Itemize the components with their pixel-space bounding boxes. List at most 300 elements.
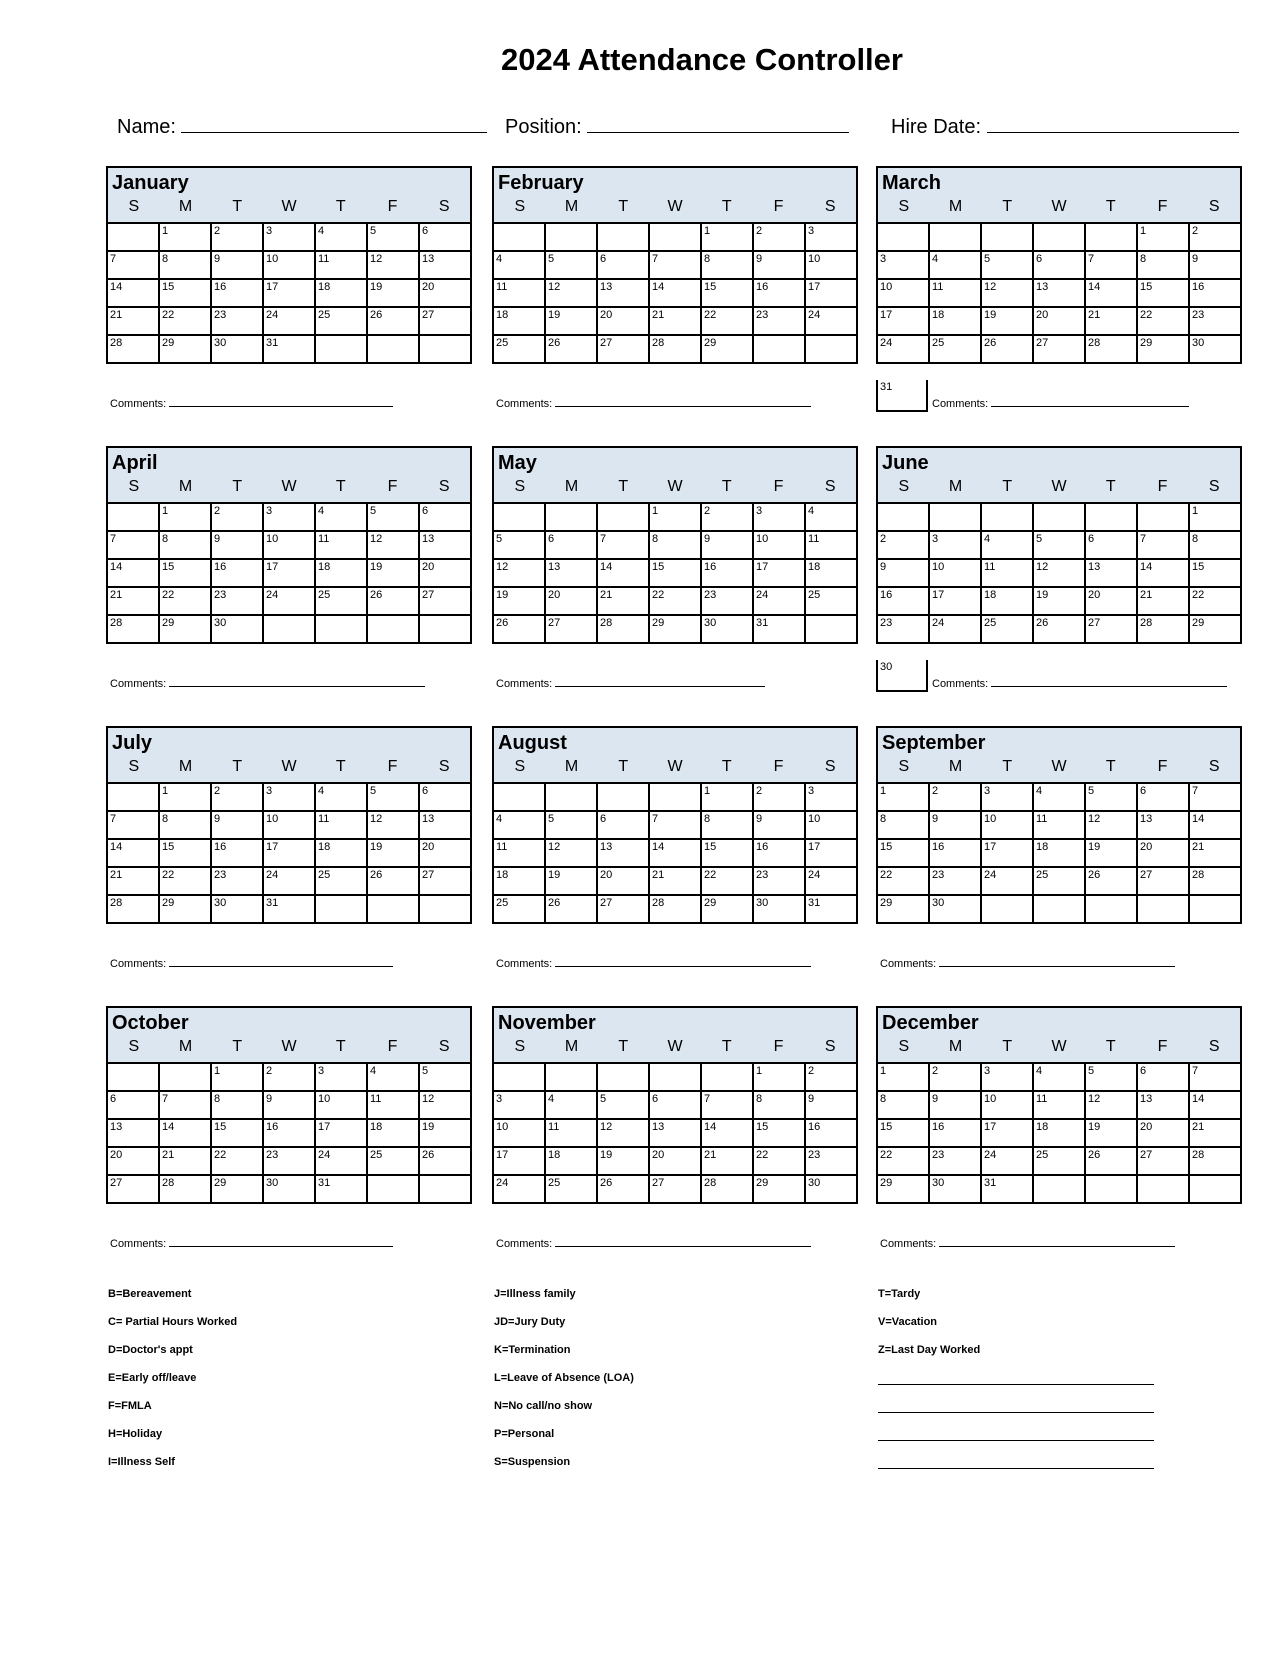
day-cell[interactable]: 14 bbox=[649, 279, 701, 307]
day-cell[interactable]: 13 bbox=[545, 559, 597, 587]
day-cell[interactable]: 18 bbox=[929, 307, 981, 335]
day-cell[interactable]: 9 bbox=[263, 1091, 315, 1119]
day-cell[interactable]: 15 bbox=[701, 839, 753, 867]
comments-field[interactable] bbox=[496, 956, 811, 970]
day-cell[interactable]: 11 bbox=[315, 811, 367, 839]
day-cell[interactable]: 1 bbox=[701, 223, 753, 251]
day-cell[interactable]: 18 bbox=[981, 587, 1033, 615]
day-cell[interactable]: 4 bbox=[315, 223, 367, 251]
day-cell[interactable]: 28 bbox=[107, 895, 159, 923]
day-cell[interactable]: 21 bbox=[649, 867, 701, 895]
day-cell[interactable] bbox=[315, 335, 367, 363]
day-cell[interactable]: 29 bbox=[877, 895, 929, 923]
day-cell[interactable]: 7 bbox=[649, 251, 701, 279]
day-cell[interactable]: 2 bbox=[929, 783, 981, 811]
day-cell[interactable]: 9 bbox=[805, 1091, 857, 1119]
day-cell[interactable]: 10 bbox=[493, 1119, 545, 1147]
day-cell[interactable]: 14 bbox=[701, 1119, 753, 1147]
day-cell[interactable]: 28 bbox=[649, 895, 701, 923]
day-cell[interactable]: 30 bbox=[876, 660, 928, 692]
day-cell[interactable]: 22 bbox=[877, 1147, 929, 1175]
day-cell[interactable]: 22 bbox=[159, 867, 211, 895]
day-cell[interactable] bbox=[107, 1063, 159, 1091]
day-cell[interactable]: 26 bbox=[545, 895, 597, 923]
day-cell[interactable]: 1 bbox=[649, 503, 701, 531]
day-cell[interactable]: 15 bbox=[1137, 279, 1189, 307]
day-cell[interactable]: 13 bbox=[419, 811, 471, 839]
day-cell[interactable]: 21 bbox=[1189, 839, 1241, 867]
day-cell[interactable] bbox=[419, 895, 471, 923]
day-cell[interactable]: 4 bbox=[929, 251, 981, 279]
day-cell[interactable]: 8 bbox=[877, 811, 929, 839]
day-cell[interactable]: 16 bbox=[929, 839, 981, 867]
day-cell[interactable]: 14 bbox=[1085, 279, 1137, 307]
day-cell[interactable]: 23 bbox=[1189, 307, 1241, 335]
day-cell[interactable]: 3 bbox=[805, 783, 857, 811]
day-cell[interactable]: 30 bbox=[929, 895, 981, 923]
day-cell[interactable]: 7 bbox=[159, 1091, 211, 1119]
day-cell[interactable]: 30 bbox=[753, 895, 805, 923]
day-cell[interactable]: 26 bbox=[367, 587, 419, 615]
day-cell[interactable]: 10 bbox=[805, 251, 857, 279]
day-cell[interactable]: 16 bbox=[753, 839, 805, 867]
day-cell[interactable]: 29 bbox=[1189, 615, 1241, 643]
day-cell[interactable]: 11 bbox=[805, 531, 857, 559]
day-cell[interactable]: 9 bbox=[701, 531, 753, 559]
day-cell[interactable]: 17 bbox=[263, 279, 315, 307]
day-cell[interactable]: 14 bbox=[597, 559, 649, 587]
day-cell[interactable]: 23 bbox=[753, 307, 805, 335]
day-cell[interactable] bbox=[545, 503, 597, 531]
day-cell[interactable]: 5 bbox=[367, 503, 419, 531]
day-cell[interactable]: 6 bbox=[419, 223, 471, 251]
day-cell[interactable] bbox=[805, 335, 857, 363]
day-cell[interactable]: 27 bbox=[597, 335, 649, 363]
day-cell[interactable]: 19 bbox=[367, 279, 419, 307]
day-cell[interactable]: 20 bbox=[107, 1147, 159, 1175]
day-cell[interactable]: 17 bbox=[981, 839, 1033, 867]
day-cell[interactable]: 5 bbox=[1085, 783, 1137, 811]
day-cell[interactable] bbox=[649, 1063, 701, 1091]
comments-field[interactable] bbox=[496, 676, 765, 690]
day-cell[interactable]: 22 bbox=[211, 1147, 263, 1175]
day-cell[interactable]: 2 bbox=[211, 223, 263, 251]
day-cell[interactable]: 1 bbox=[877, 783, 929, 811]
position-field[interactable] bbox=[505, 114, 849, 139]
day-cell[interactable]: 11 bbox=[493, 279, 545, 307]
day-cell[interactable]: 3 bbox=[493, 1091, 545, 1119]
day-cell[interactable]: 19 bbox=[1085, 839, 1137, 867]
day-cell[interactable]: 16 bbox=[753, 279, 805, 307]
day-cell[interactable]: 12 bbox=[1033, 559, 1085, 587]
day-cell[interactable]: 21 bbox=[1085, 307, 1137, 335]
day-cell[interactable] bbox=[877, 223, 929, 251]
day-cell[interactable]: 27 bbox=[1085, 615, 1137, 643]
day-cell[interactable] bbox=[929, 223, 981, 251]
day-cell[interactable]: 23 bbox=[929, 1147, 981, 1175]
day-cell[interactable]: 15 bbox=[159, 559, 211, 587]
day-cell[interactable]: 25 bbox=[929, 335, 981, 363]
day-cell[interactable]: 20 bbox=[419, 279, 471, 307]
day-cell[interactable]: 20 bbox=[1085, 587, 1137, 615]
day-cell[interactable]: 30 bbox=[805, 1175, 857, 1203]
day-cell[interactable]: 20 bbox=[649, 1147, 701, 1175]
day-cell[interactable]: 9 bbox=[753, 811, 805, 839]
day-cell[interactable]: 16 bbox=[701, 559, 753, 587]
day-cell[interactable]: 13 bbox=[597, 279, 649, 307]
day-cell[interactable]: 27 bbox=[107, 1175, 159, 1203]
day-cell[interactable]: 13 bbox=[1137, 1091, 1189, 1119]
day-cell[interactable] bbox=[1085, 503, 1137, 531]
day-cell[interactable]: 8 bbox=[1137, 251, 1189, 279]
day-cell[interactable] bbox=[107, 503, 159, 531]
day-cell[interactable]: 23 bbox=[211, 867, 263, 895]
day-cell[interactable]: 16 bbox=[263, 1119, 315, 1147]
day-cell[interactable]: 27 bbox=[545, 615, 597, 643]
day-cell[interactable] bbox=[597, 223, 649, 251]
day-cell[interactable]: 18 bbox=[367, 1119, 419, 1147]
day-cell[interactable]: 10 bbox=[805, 811, 857, 839]
day-cell[interactable]: 13 bbox=[1033, 279, 1085, 307]
day-cell[interactable]: 6 bbox=[419, 503, 471, 531]
day-cell[interactable]: 23 bbox=[263, 1147, 315, 1175]
day-cell[interactable]: 14 bbox=[1137, 559, 1189, 587]
day-cell[interactable]: 24 bbox=[493, 1175, 545, 1203]
day-cell[interactable]: 29 bbox=[1137, 335, 1189, 363]
day-cell[interactable]: 25 bbox=[805, 587, 857, 615]
day-cell[interactable]: 22 bbox=[1137, 307, 1189, 335]
day-cell[interactable]: 20 bbox=[545, 587, 597, 615]
day-cell[interactable]: 19 bbox=[367, 559, 419, 587]
day-cell[interactable]: 4 bbox=[1033, 783, 1085, 811]
day-cell[interactable]: 20 bbox=[597, 307, 649, 335]
day-cell[interactable]: 13 bbox=[419, 531, 471, 559]
day-cell[interactable]: 2 bbox=[753, 223, 805, 251]
day-cell[interactable]: 10 bbox=[981, 1091, 1033, 1119]
day-cell[interactable] bbox=[315, 895, 367, 923]
day-cell[interactable]: 10 bbox=[315, 1091, 367, 1119]
day-cell[interactable]: 10 bbox=[263, 531, 315, 559]
day-cell[interactable]: 21 bbox=[1189, 1119, 1241, 1147]
day-cell[interactable]: 26 bbox=[493, 615, 545, 643]
day-cell[interactable]: 27 bbox=[649, 1175, 701, 1203]
day-cell[interactable]: 7 bbox=[107, 531, 159, 559]
day-cell[interactable]: 20 bbox=[419, 559, 471, 587]
day-cell[interactable] bbox=[545, 1063, 597, 1091]
day-cell[interactable]: 30 bbox=[929, 1175, 981, 1203]
day-cell[interactable]: 8 bbox=[753, 1091, 805, 1119]
day-cell[interactable]: 6 bbox=[545, 531, 597, 559]
day-cell[interactable]: 22 bbox=[159, 587, 211, 615]
day-cell[interactable] bbox=[367, 895, 419, 923]
day-cell[interactable]: 25 bbox=[367, 1147, 419, 1175]
day-cell[interactable] bbox=[1137, 503, 1189, 531]
day-cell[interactable]: 12 bbox=[367, 251, 419, 279]
day-cell[interactable]: 12 bbox=[493, 559, 545, 587]
day-cell[interactable]: 17 bbox=[877, 307, 929, 335]
day-cell[interactable]: 25 bbox=[315, 307, 367, 335]
name-field[interactable] bbox=[117, 114, 487, 139]
day-cell[interactable]: 9 bbox=[753, 251, 805, 279]
day-cell[interactable]: 17 bbox=[981, 1119, 1033, 1147]
day-cell[interactable]: 26 bbox=[1085, 867, 1137, 895]
day-cell[interactable]: 29 bbox=[211, 1175, 263, 1203]
day-cell[interactable] bbox=[597, 503, 649, 531]
day-cell[interactable]: 5 bbox=[1033, 531, 1085, 559]
day-cell[interactable]: 2 bbox=[1189, 223, 1241, 251]
day-cell[interactable]: 2 bbox=[263, 1063, 315, 1091]
day-cell[interactable] bbox=[1137, 895, 1189, 923]
day-cell[interactable]: 2 bbox=[211, 783, 263, 811]
day-cell[interactable]: 13 bbox=[649, 1119, 701, 1147]
day-cell[interactable] bbox=[1137, 1175, 1189, 1203]
day-cell[interactable]: 12 bbox=[419, 1091, 471, 1119]
day-cell[interactable]: 4 bbox=[315, 503, 367, 531]
day-cell[interactable]: 10 bbox=[753, 531, 805, 559]
day-cell[interactable] bbox=[877, 503, 929, 531]
day-cell[interactable]: 4 bbox=[545, 1091, 597, 1119]
day-cell[interactable]: 22 bbox=[649, 587, 701, 615]
day-cell[interactable]: 5 bbox=[367, 223, 419, 251]
day-cell[interactable]: 19 bbox=[545, 307, 597, 335]
day-cell[interactable]: 3 bbox=[929, 531, 981, 559]
day-cell[interactable]: 2 bbox=[701, 503, 753, 531]
day-cell[interactable]: 29 bbox=[159, 615, 211, 643]
day-cell[interactable]: 30 bbox=[211, 615, 263, 643]
day-cell[interactable]: 5 bbox=[493, 531, 545, 559]
day-cell[interactable]: 18 bbox=[493, 867, 545, 895]
day-cell[interactable]: 20 bbox=[597, 867, 649, 895]
day-cell[interactable]: 27 bbox=[419, 867, 471, 895]
day-cell[interactable]: 6 bbox=[1033, 251, 1085, 279]
day-cell[interactable]: 15 bbox=[1189, 559, 1241, 587]
day-cell[interactable]: 28 bbox=[1085, 335, 1137, 363]
day-cell[interactable]: 23 bbox=[929, 867, 981, 895]
day-cell[interactable]: 1 bbox=[1189, 503, 1241, 531]
day-cell[interactable]: 17 bbox=[805, 839, 857, 867]
day-cell[interactable]: 21 bbox=[159, 1147, 211, 1175]
day-cell[interactable]: 8 bbox=[1189, 531, 1241, 559]
day-cell[interactable] bbox=[1033, 503, 1085, 531]
day-cell[interactable]: 24 bbox=[263, 587, 315, 615]
blank-legend-line[interactable] bbox=[878, 1412, 1154, 1413]
day-cell[interactable]: 7 bbox=[1189, 1063, 1241, 1091]
day-cell[interactable]: 10 bbox=[877, 279, 929, 307]
day-cell[interactable]: 9 bbox=[877, 559, 929, 587]
day-cell[interactable]: 5 bbox=[367, 783, 419, 811]
day-cell[interactable]: 5 bbox=[419, 1063, 471, 1091]
day-cell[interactable]: 11 bbox=[929, 279, 981, 307]
day-cell[interactable]: 4 bbox=[367, 1063, 419, 1091]
day-cell[interactable] bbox=[649, 223, 701, 251]
day-cell[interactable]: 16 bbox=[929, 1119, 981, 1147]
comments-field[interactable] bbox=[932, 396, 1189, 410]
day-cell[interactable]: 17 bbox=[263, 559, 315, 587]
day-cell[interactable]: 14 bbox=[107, 559, 159, 587]
day-cell[interactable] bbox=[545, 783, 597, 811]
day-cell[interactable]: 13 bbox=[419, 251, 471, 279]
day-cell[interactable]: 21 bbox=[107, 307, 159, 335]
day-cell[interactable] bbox=[419, 615, 471, 643]
day-cell[interactable]: 21 bbox=[597, 587, 649, 615]
day-cell[interactable]: 6 bbox=[1137, 783, 1189, 811]
day-cell[interactable]: 6 bbox=[1085, 531, 1137, 559]
day-cell[interactable]: 12 bbox=[367, 811, 419, 839]
day-cell[interactable]: 30 bbox=[211, 895, 263, 923]
day-cell[interactable] bbox=[107, 783, 159, 811]
day-cell[interactable]: 17 bbox=[805, 279, 857, 307]
day-cell[interactable]: 29 bbox=[877, 1175, 929, 1203]
day-cell[interactable]: 31 bbox=[263, 335, 315, 363]
day-cell[interactable]: 12 bbox=[545, 839, 597, 867]
day-cell[interactable]: 7 bbox=[701, 1091, 753, 1119]
day-cell[interactable]: 22 bbox=[701, 307, 753, 335]
day-cell[interactable]: 21 bbox=[649, 307, 701, 335]
day-cell[interactable]: 25 bbox=[315, 867, 367, 895]
day-cell[interactable] bbox=[493, 503, 545, 531]
comments-field[interactable] bbox=[496, 396, 811, 410]
hire-date-field[interactable] bbox=[891, 114, 1239, 139]
day-cell[interactable]: 20 bbox=[419, 839, 471, 867]
day-cell[interactable]: 2 bbox=[877, 531, 929, 559]
day-cell[interactable]: 1 bbox=[159, 223, 211, 251]
day-cell[interactable] bbox=[1189, 1175, 1241, 1203]
day-cell[interactable]: 27 bbox=[597, 895, 649, 923]
day-cell[interactable] bbox=[419, 335, 471, 363]
day-cell[interactable]: 14 bbox=[1189, 1091, 1241, 1119]
day-cell[interactable]: 26 bbox=[545, 335, 597, 363]
day-cell[interactable]: 12 bbox=[1085, 811, 1137, 839]
day-cell[interactable]: 8 bbox=[159, 811, 211, 839]
day-cell[interactable]: 9 bbox=[1189, 251, 1241, 279]
day-cell[interactable]: 10 bbox=[263, 811, 315, 839]
day-cell[interactable]: 18 bbox=[315, 559, 367, 587]
day-cell[interactable] bbox=[701, 1063, 753, 1091]
day-cell[interactable]: 27 bbox=[1137, 1147, 1189, 1175]
day-cell[interactable]: 24 bbox=[981, 867, 1033, 895]
day-cell[interactable] bbox=[367, 1175, 419, 1203]
day-cell[interactable]: 24 bbox=[263, 867, 315, 895]
day-cell[interactable]: 18 bbox=[315, 279, 367, 307]
day-cell[interactable]: 29 bbox=[159, 895, 211, 923]
day-cell[interactable]: 6 bbox=[1137, 1063, 1189, 1091]
day-cell[interactable]: 30 bbox=[263, 1175, 315, 1203]
day-cell[interactable]: 29 bbox=[701, 895, 753, 923]
day-cell[interactable]: 18 bbox=[493, 307, 545, 335]
day-cell[interactable]: 28 bbox=[159, 1175, 211, 1203]
day-cell[interactable]: 3 bbox=[263, 223, 315, 251]
day-cell[interactable]: 9 bbox=[929, 1091, 981, 1119]
day-cell[interactable] bbox=[1085, 223, 1137, 251]
day-cell[interactable]: 27 bbox=[1033, 335, 1085, 363]
day-cell[interactable] bbox=[1085, 1175, 1137, 1203]
day-cell[interactable]: 8 bbox=[701, 251, 753, 279]
day-cell[interactable]: 22 bbox=[753, 1147, 805, 1175]
day-cell[interactable]: 8 bbox=[159, 251, 211, 279]
day-cell[interactable]: 3 bbox=[263, 503, 315, 531]
day-cell[interactable]: 6 bbox=[649, 1091, 701, 1119]
day-cell[interactable] bbox=[981, 223, 1033, 251]
day-cell[interactable]: 12 bbox=[367, 531, 419, 559]
day-cell[interactable]: 14 bbox=[159, 1119, 211, 1147]
day-cell[interactable]: 26 bbox=[1033, 615, 1085, 643]
day-cell[interactable]: 22 bbox=[1189, 587, 1241, 615]
day-cell[interactable]: 14 bbox=[107, 279, 159, 307]
day-cell[interactable]: 16 bbox=[211, 559, 263, 587]
day-cell[interactable]: 8 bbox=[649, 531, 701, 559]
day-cell[interactable]: 25 bbox=[493, 335, 545, 363]
comments-field[interactable] bbox=[110, 676, 425, 690]
day-cell[interactable]: 5 bbox=[597, 1091, 649, 1119]
day-cell[interactable]: 9 bbox=[211, 811, 263, 839]
day-cell[interactable]: 1 bbox=[1137, 223, 1189, 251]
day-cell[interactable]: 10 bbox=[929, 559, 981, 587]
day-cell[interactable]: 26 bbox=[419, 1147, 471, 1175]
day-cell[interactable]: 8 bbox=[701, 811, 753, 839]
day-cell[interactable]: 28 bbox=[649, 335, 701, 363]
day-cell[interactable]: 1 bbox=[753, 1063, 805, 1091]
day-cell[interactable]: 15 bbox=[159, 839, 211, 867]
day-cell[interactable] bbox=[981, 895, 1033, 923]
day-cell[interactable]: 29 bbox=[701, 335, 753, 363]
day-cell[interactable]: 5 bbox=[1085, 1063, 1137, 1091]
day-cell[interactable] bbox=[597, 1063, 649, 1091]
day-cell[interactable] bbox=[107, 223, 159, 251]
day-cell[interactable]: 9 bbox=[211, 531, 263, 559]
day-cell[interactable]: 5 bbox=[545, 811, 597, 839]
day-cell[interactable]: 11 bbox=[493, 839, 545, 867]
day-cell[interactable]: 15 bbox=[211, 1119, 263, 1147]
day-cell[interactable]: 10 bbox=[263, 251, 315, 279]
day-cell[interactable]: 11 bbox=[367, 1091, 419, 1119]
day-cell[interactable] bbox=[367, 615, 419, 643]
blank-legend-line[interactable] bbox=[878, 1468, 1154, 1469]
day-cell[interactable]: 9 bbox=[929, 811, 981, 839]
day-cell[interactable]: 30 bbox=[211, 335, 263, 363]
comments-field[interactable] bbox=[496, 1236, 811, 1250]
day-cell[interactable] bbox=[597, 783, 649, 811]
day-cell[interactable]: 15 bbox=[649, 559, 701, 587]
day-cell[interactable]: 11 bbox=[315, 251, 367, 279]
day-cell[interactable]: 31 bbox=[981, 1175, 1033, 1203]
comments-field[interactable] bbox=[110, 396, 393, 410]
day-cell[interactable]: 2 bbox=[929, 1063, 981, 1091]
day-cell[interactable]: 18 bbox=[545, 1147, 597, 1175]
day-cell[interactable]: 19 bbox=[981, 307, 1033, 335]
day-cell[interactable] bbox=[1085, 895, 1137, 923]
day-cell[interactable]: 4 bbox=[805, 503, 857, 531]
comments-field[interactable] bbox=[880, 1236, 1175, 1250]
day-cell[interactable]: 19 bbox=[597, 1147, 649, 1175]
day-cell[interactable]: 11 bbox=[1033, 811, 1085, 839]
day-cell[interactable]: 14 bbox=[107, 839, 159, 867]
day-cell[interactable] bbox=[493, 783, 545, 811]
day-cell[interactable]: 1 bbox=[701, 783, 753, 811]
day-cell[interactable]: 29 bbox=[753, 1175, 805, 1203]
day-cell[interactable]: 6 bbox=[597, 811, 649, 839]
day-cell[interactable]: 15 bbox=[877, 1119, 929, 1147]
day-cell[interactable]: 19 bbox=[367, 839, 419, 867]
day-cell[interactable]: 17 bbox=[753, 559, 805, 587]
day-cell[interactable]: 16 bbox=[211, 279, 263, 307]
day-cell[interactable]: 26 bbox=[367, 307, 419, 335]
day-cell[interactable]: 26 bbox=[981, 335, 1033, 363]
day-cell[interactable]: 5 bbox=[981, 251, 1033, 279]
day-cell[interactable]: 18 bbox=[1033, 839, 1085, 867]
day-cell[interactable]: 1 bbox=[211, 1063, 263, 1091]
day-cell[interactable]: 6 bbox=[107, 1091, 159, 1119]
day-cell[interactable] bbox=[367, 335, 419, 363]
